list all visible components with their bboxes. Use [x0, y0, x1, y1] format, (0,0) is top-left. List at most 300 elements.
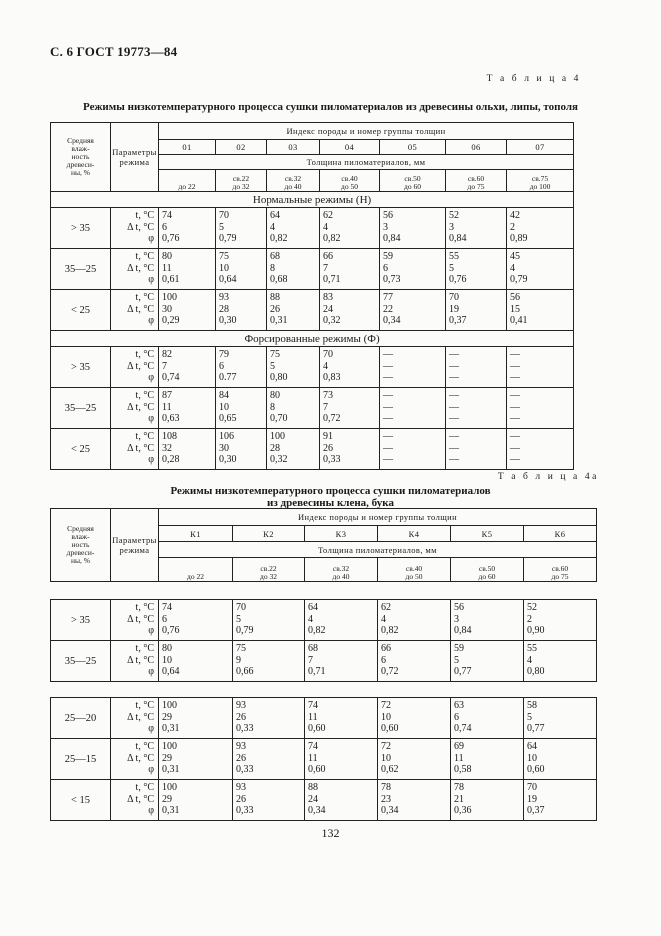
regime-value: — — [510, 360, 520, 372]
regime-value: 0,58 — [454, 764, 472, 775]
regime-values — [524, 780, 597, 821]
regime-value: 0,60 — [308, 723, 326, 734]
regime-value: 0,37 — [527, 805, 545, 816]
regime-value: 6 — [381, 654, 386, 666]
thickness-range — [507, 170, 574, 192]
regime-value: 66 — [381, 643, 391, 654]
regime-value: 7 — [323, 262, 328, 274]
regime-value: 70 — [323, 349, 333, 360]
regime-value: 0,34 — [308, 805, 326, 816]
moisture-header-line: влаж- — [71, 144, 90, 153]
thickness-range — [159, 558, 233, 582]
regime-value: — — [510, 401, 520, 413]
regime-values — [507, 290, 574, 331]
regime-value: 19 — [449, 303, 459, 315]
param-label: Δ t, °C — [127, 793, 154, 805]
regime-value: 0,36 — [454, 805, 472, 816]
regime-value: 29 — [162, 793, 172, 805]
regime-values — [305, 641, 378, 682]
regime-values — [378, 698, 451, 739]
regime-value: 0,71 — [308, 666, 326, 677]
regime-value: 0,32 — [323, 315, 341, 326]
regime-value: 0,73 — [383, 274, 401, 285]
param-label: t, °C — [135, 349, 154, 360]
regime-value: 7 — [323, 401, 328, 413]
param-label: φ — [148, 666, 154, 677]
regime-value: 82 — [162, 349, 172, 360]
regime-value: 0,76 — [162, 625, 180, 636]
thickness-range-line: св.40 — [341, 174, 358, 183]
group-code: 03 — [267, 140, 320, 155]
regime-value: 24 — [308, 793, 318, 805]
regime-value: 0,30 — [219, 315, 237, 326]
regime-value: 0,34 — [383, 315, 401, 326]
moisture-header-line: ность — [71, 540, 90, 549]
regime-value: — — [383, 442, 393, 454]
regime-value: 10 — [162, 654, 172, 666]
thickness-range-line: св.40 — [405, 564, 423, 573]
thickness-range-line: св.32 — [284, 174, 302, 183]
moisture-header-line: древеси- — [66, 548, 95, 557]
param-label: φ — [148, 233, 154, 244]
group-code: 07 — [507, 140, 574, 155]
param-label: Δ t, °C — [127, 221, 154, 233]
regime-value: 64 — [527, 741, 537, 752]
regime-value: 0,79 — [510, 274, 528, 285]
regime-value: 7 — [162, 360, 167, 372]
regime-value: 6 — [162, 221, 167, 233]
regime-value: 0,33 — [236, 723, 254, 734]
spacer-cell — [51, 682, 597, 698]
regime-value: 59 — [454, 643, 464, 654]
regime-value: 4 — [527, 654, 532, 666]
regime-value: 58 — [527, 700, 537, 711]
regime-value: 0,84 — [449, 233, 467, 244]
regime-values — [216, 347, 267, 388]
regime-values — [267, 208, 320, 249]
regime-value: 84 — [219, 390, 229, 401]
regime-value: 10 — [219, 262, 229, 274]
param-label: φ — [148, 723, 154, 734]
regime-value: 106 — [219, 431, 234, 442]
regime-value: 70 — [449, 292, 459, 303]
thickness-range — [233, 558, 305, 582]
regime-value: 11 — [308, 711, 318, 723]
regime-value: 0,68 — [270, 274, 288, 285]
regime-value: 0,64 — [219, 274, 237, 285]
regime-value: 11 — [162, 262, 172, 274]
regime-values — [446, 290, 507, 331]
regime-values — [446, 347, 507, 388]
regime-value: 70 — [236, 602, 246, 613]
regime-values — [446, 208, 507, 249]
table-4a-title-line: Режимы низкотемпературного процесса сушки пиломатериалов — [170, 485, 491, 497]
regime-value: 0,33 — [323, 454, 341, 465]
thickness-range — [305, 558, 378, 582]
regime-value: 93 — [236, 741, 246, 752]
thickness-range — [380, 170, 446, 192]
regime-value: — — [510, 372, 520, 383]
regime-value: 100 — [162, 292, 177, 303]
regime-values — [233, 600, 305, 641]
regime-value: 30 — [219, 442, 229, 454]
regime-value: 28 — [219, 303, 229, 315]
regime-value: 75 — [219, 251, 229, 262]
param-label: t, °C — [135, 210, 154, 221]
regime-value: 78 — [454, 782, 464, 793]
regime-value: 6 — [219, 360, 224, 372]
param-labels — [111, 290, 159, 331]
regime-values — [267, 429, 320, 470]
regime-values — [233, 641, 305, 682]
regime-value: 73 — [323, 390, 333, 401]
regime-value: 0,82 — [381, 625, 399, 636]
regime-values — [305, 698, 378, 739]
index-header: Индекс породы и номер группы толщин — [159, 509, 597, 526]
regime-value: 75 — [236, 643, 246, 654]
data-row — [51, 641, 597, 682]
regime-value: 29 — [162, 752, 172, 764]
regime-values — [233, 780, 305, 821]
regime-value: 62 — [323, 210, 333, 221]
section-row — [51, 331, 574, 347]
regime-value: 19 — [527, 793, 537, 805]
param-label: t, °C — [135, 700, 154, 711]
regime-values — [451, 641, 524, 682]
regime-value: 4 — [323, 221, 328, 233]
regime-value: 0,82 — [270, 233, 288, 244]
regime-value: 5 — [270, 360, 275, 372]
regime-value: — — [510, 349, 520, 360]
regime-value: 4 — [381, 613, 386, 625]
moisture-range: > 35 — [51, 208, 111, 249]
regime-value: 93 — [236, 782, 246, 793]
regime-value: 26 — [323, 442, 333, 454]
regime-values — [267, 249, 320, 290]
regime-value: 10 — [219, 401, 229, 413]
param-label: Δ t, °C — [127, 360, 154, 372]
regime-value: — — [510, 413, 520, 424]
regime-values — [216, 249, 267, 290]
param-label: Δ t, °C — [127, 654, 154, 666]
regime-value: 100 — [162, 741, 177, 752]
group-code: 02 — [216, 140, 267, 155]
regime-value: 32 — [162, 442, 172, 454]
regime-value: 62 — [381, 602, 391, 613]
regime-value: 68 — [308, 643, 318, 654]
regime-value: 91 — [323, 431, 333, 442]
regime-value: 23 — [381, 793, 391, 805]
regime-values — [320, 347, 380, 388]
regime-value: 21 — [454, 793, 464, 805]
regime-value: 93 — [219, 292, 229, 303]
regime-values — [320, 429, 380, 470]
regime-value: 0,33 — [236, 805, 254, 816]
regime-value: 0,31 — [270, 315, 288, 326]
regime-values — [378, 780, 451, 821]
params-header — [111, 509, 159, 582]
moisture-range: 35—25 — [51, 388, 111, 429]
regime-values — [233, 739, 305, 780]
regime-values — [380, 388, 446, 429]
regime-value: 26 — [236, 752, 246, 764]
thickness-range-line: св.32 — [332, 564, 350, 573]
regime-values — [524, 698, 597, 739]
regime-value: 70 — [527, 782, 537, 793]
regime-values — [380, 429, 446, 470]
regime-value: 52 — [527, 602, 537, 613]
regime-values — [524, 641, 597, 682]
regime-value: 83 — [323, 292, 333, 303]
thickness-range-line: до 40 — [284, 182, 302, 191]
thickness-range — [451, 558, 524, 582]
table-4a-title — [0, 485, 661, 509]
param-label: t, °C — [135, 251, 154, 262]
regime-values — [159, 698, 233, 739]
thickness-range — [446, 170, 507, 192]
regime-value: 0.77 — [219, 372, 237, 383]
param-label: φ — [148, 413, 154, 424]
regime-value: 77 — [383, 292, 393, 303]
regime-values — [378, 641, 451, 682]
regime-value: — — [383, 401, 393, 413]
regime-value: — — [383, 372, 393, 383]
regime-values — [507, 388, 574, 429]
regime-value: 0,65 — [219, 413, 237, 424]
regime-values — [320, 208, 380, 249]
table-4-label: Т а б л и ц а 4 — [486, 74, 581, 84]
regime-value: 0,84 — [383, 233, 401, 244]
regime-values — [159, 600, 233, 641]
regime-value: 0,60 — [381, 723, 399, 734]
regime-values — [159, 641, 233, 682]
param-label: φ — [148, 372, 154, 383]
regime-value: 74 — [162, 602, 172, 613]
regime-value: 0,29 — [162, 315, 180, 326]
regime-value: 70 — [219, 210, 229, 221]
regime-value: 80 — [270, 390, 280, 401]
param-labels — [111, 739, 159, 780]
regime-value: 0,28 — [162, 454, 180, 465]
regime-value: 64 — [270, 210, 280, 221]
regime-value: 0,64 — [162, 666, 180, 677]
regime-value: 59 — [383, 251, 393, 262]
data-row — [51, 739, 597, 780]
moisture-range: 25—15 — [51, 739, 111, 780]
param-label: t, °C — [135, 390, 154, 401]
regime-values — [267, 388, 320, 429]
regime-value: 0,82 — [323, 233, 341, 244]
thickness-range — [216, 170, 267, 192]
regime-values — [320, 388, 380, 429]
moisture-range: 35—25 — [51, 641, 111, 682]
regime-value: 80 — [162, 643, 172, 654]
regime-values — [159, 429, 216, 470]
regime-values — [159, 290, 216, 331]
thickness-range-line: св.50 — [478, 564, 496, 573]
regime-value: 56 — [510, 292, 520, 303]
regime-values — [159, 780, 233, 821]
regime-value: 0,82 — [308, 625, 326, 636]
regime-value: 29 — [162, 711, 172, 723]
regime-value: 0,71 — [323, 274, 341, 285]
header-row — [51, 509, 597, 526]
regime-value: 0,74 — [162, 372, 180, 383]
regime-value: 74 — [162, 210, 172, 221]
moisture-range: > 35 — [51, 347, 111, 388]
regime-value: 55 — [449, 251, 459, 262]
regime-value: 11 — [454, 752, 464, 764]
regime-value: 5 — [219, 221, 224, 233]
regime-values — [451, 780, 524, 821]
regime-values — [233, 698, 305, 739]
param-labels — [111, 347, 159, 388]
param-labels — [111, 641, 159, 682]
regime-value: 8 — [270, 262, 275, 274]
regime-values — [380, 347, 446, 388]
thickness-header: Толщина пиломатериалов, мм — [159, 542, 597, 558]
regime-value: 64 — [308, 602, 318, 613]
regime-values — [159, 388, 216, 429]
thickness-range-line: до 60 — [404, 182, 421, 191]
regime-values — [380, 208, 446, 249]
regime-values — [305, 780, 378, 821]
regime-value: 42 — [510, 210, 520, 221]
group-code: К4 — [378, 526, 451, 542]
group-code: 06 — [446, 140, 507, 155]
regime-value: 7 — [308, 654, 313, 666]
table-4-title: Режимы низкотемпературного процесса сушки пиломатериалов из древесины ольхи, липы, тополя — [83, 101, 578, 113]
regime-value: — — [510, 390, 520, 401]
regime-value: 100 — [270, 431, 285, 442]
group-code: К5 — [451, 526, 524, 542]
param-label: Δ t, °C — [127, 613, 154, 625]
data-row — [51, 208, 574, 249]
spacer-row — [51, 582, 597, 600]
table-4a — [50, 508, 597, 821]
data-row — [51, 388, 574, 429]
moisture-range: 35—25 — [51, 249, 111, 290]
param-labels — [111, 780, 159, 821]
table-4a-label: Т а б л и ц а 4а — [497, 472, 599, 482]
thickness-range-line: до 40 — [332, 572, 350, 581]
regime-value: 22 — [383, 303, 393, 315]
regime-value: 100 — [162, 782, 177, 793]
regime-value: 55 — [527, 643, 537, 654]
param-label: φ — [148, 274, 154, 285]
regime-value: 4 — [270, 221, 275, 233]
regime-value: — — [449, 372, 459, 383]
regime-value: 0,80 — [527, 666, 545, 677]
moisture-range: > 35 — [51, 600, 111, 641]
regime-value: 28 — [270, 442, 280, 454]
param-label: φ — [148, 805, 154, 816]
regime-value: — — [449, 401, 459, 413]
param-labels — [111, 698, 159, 739]
regime-value: 88 — [308, 782, 318, 793]
moisture-header-line: влаж- — [71, 532, 90, 541]
regime-values — [446, 429, 507, 470]
regime-value: 72 — [381, 700, 391, 711]
regime-value: — — [449, 360, 459, 372]
table-4a-title-line: из древесины клена, бука — [267, 497, 394, 509]
regime-value: 100 — [162, 700, 177, 711]
group-code: 05 — [380, 140, 446, 155]
regime-value: 26 — [236, 793, 246, 805]
spacer-row — [51, 682, 597, 698]
param-label: φ — [148, 454, 154, 465]
regime-values — [305, 600, 378, 641]
regime-value: 0,31 — [162, 764, 180, 775]
param-labels — [111, 249, 159, 290]
group-code: К6 — [524, 526, 597, 542]
regime-value: 0,77 — [527, 723, 545, 734]
regime-value: 0,41 — [510, 315, 528, 326]
regime-value: 0,62 — [381, 764, 399, 775]
thickness-range-line: до 75 — [467, 182, 485, 191]
regime-value: 6 — [454, 711, 459, 723]
thickness-range-line: св.50 — [404, 174, 421, 183]
thickness-range-line: до 75 — [551, 572, 569, 581]
regime-value: 0,74 — [454, 723, 472, 734]
regime-value: 10 — [527, 752, 537, 764]
param-label: Δ t, °C — [127, 442, 154, 454]
regime-value: 72 — [381, 741, 391, 752]
regime-values — [524, 739, 597, 780]
regime-value: — — [449, 390, 459, 401]
group-code: 04 — [320, 140, 380, 155]
regime-value: 24 — [323, 303, 333, 315]
regime-value: 74 — [308, 700, 318, 711]
regime-value: 0,66 — [236, 666, 254, 677]
thickness-range-line: до 50 — [341, 182, 358, 191]
regime-value: 0,70 — [270, 413, 288, 424]
moisture-header-line: ность — [71, 152, 90, 161]
moisture-header-line: Средняя — [67, 136, 94, 145]
regime-value: 0,79 — [219, 233, 237, 244]
thickness-range — [159, 170, 216, 192]
moisture-header-line: Средняя — [67, 524, 94, 533]
thickness-header: Толщина пиломатериалов, мм — [159, 155, 574, 170]
regime-values — [267, 347, 320, 388]
param-label: Δ t, °C — [127, 752, 154, 764]
regime-values — [446, 249, 507, 290]
regime-value: 4 — [510, 262, 515, 274]
regime-value: 10 — [381, 752, 391, 764]
regime-value: 68 — [270, 251, 280, 262]
param-labels — [111, 208, 159, 249]
thickness-range-line: св.60 — [551, 564, 569, 573]
regime-value: 0,90 — [527, 625, 545, 636]
regime-value: 4 — [323, 360, 328, 372]
regime-value: 0,31 — [162, 805, 180, 816]
regime-value: 11 — [162, 401, 172, 413]
thickness-range-line: св.75 — [531, 174, 549, 183]
regime-value: 56 — [454, 602, 464, 613]
param-labels — [111, 600, 159, 641]
group-code: К3 — [305, 526, 378, 542]
regime-value: 0,84 — [454, 625, 472, 636]
regime-values — [159, 739, 233, 780]
data-row — [51, 347, 574, 388]
regime-value: 0,77 — [454, 666, 472, 677]
regime-values — [320, 249, 380, 290]
moisture-header — [51, 123, 111, 192]
regime-value: 45 — [510, 251, 520, 262]
param-labels — [111, 429, 159, 470]
regime-value: 0,89 — [510, 233, 528, 244]
regime-value: 80 — [162, 251, 172, 262]
